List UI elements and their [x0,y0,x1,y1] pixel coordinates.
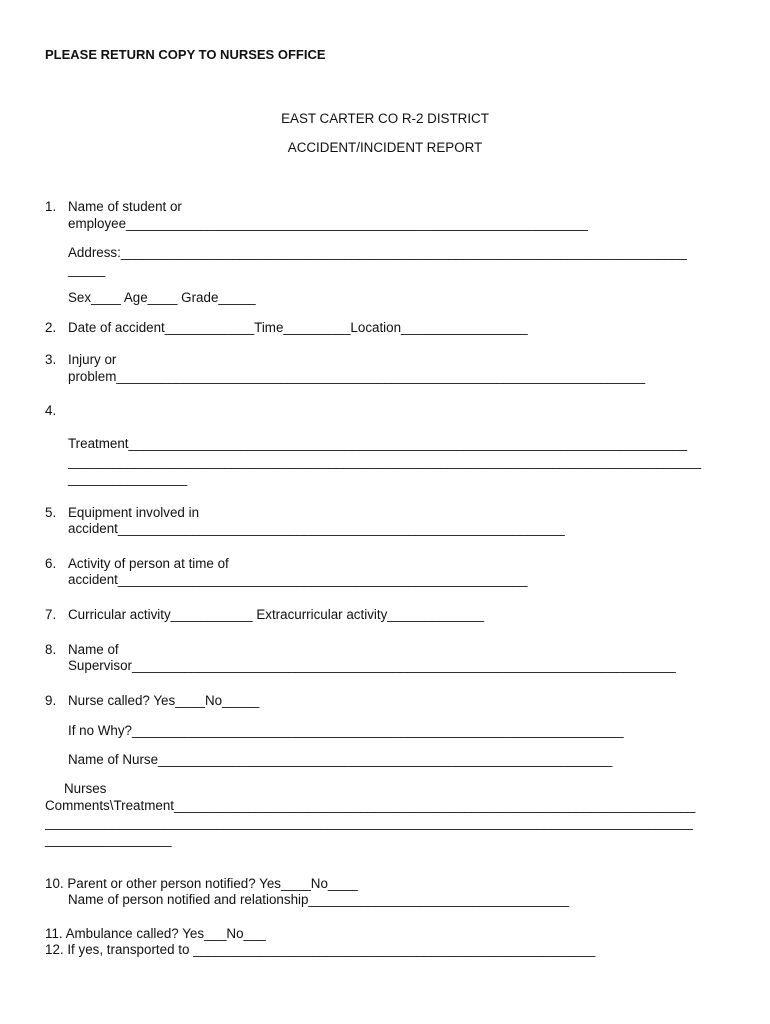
nurse-comments-field[interactable]: Comments\Treatment______________________________________________________________________ [45,798,696,813]
supervisor-label: Name of [68,642,119,657]
parent-notified-field[interactable]: 10. Parent or other person notified? Yes____No____ [45,876,358,891]
sex-age-grade-fields[interactable]: Sex____ Age____ Grade_____ [68,290,256,305]
item-number: 3. [45,352,57,367]
district-title: EAST CARTER CO R-2 DISTRICT [281,111,489,126]
item-number: 5. [45,505,57,520]
treatment-field[interactable]: Treatment___________________________________________________________________________ [68,436,688,451]
supervisor-field[interactable]: Supervisor_________________________________________________________________________ [68,658,676,673]
item-number: 4. [45,403,57,418]
equipment-label: Equipment involved in [68,505,200,520]
item-number: 2. [45,320,57,335]
date-time-location-fields[interactable]: Date of accident____________Time_________Location_________________ [68,320,528,335]
item-number: 8. [45,642,57,657]
item-number: 7. [45,607,57,622]
ambulance-called-field[interactable]: 11. Ambulance called? Yes___No___ [45,926,266,941]
equipment-field[interactable]: accident____________________________________________________________ [68,521,565,536]
injury-label: Injury or [68,352,117,367]
item-number: 6. [45,556,57,571]
treatment-field-end[interactable]: ________________ [68,471,188,486]
student-name-label: Name of student or [68,199,182,214]
address-field[interactable]: Address:____________________________________________________________________________ [68,245,687,260]
nurse-name-field[interactable]: Name of Nurse_____________________________________________________________ [68,752,613,767]
person-notified-field[interactable]: Name of person notified and relationship___________________________________ [68,892,570,907]
activity-label: Activity of person at time of [68,556,229,571]
if-no-why-field[interactable]: If no Why?__________________________________________________________________ [68,723,624,738]
item-number: 9. [45,693,57,708]
nurse-comments-field-end[interactable]: _________________ [45,832,172,847]
student-name-field[interactable]: employee______________________________________________________________ [68,216,588,231]
report-title: ACCIDENT/INCIDENT REPORT [287,140,483,155]
return-note: PLEASE RETURN COPY TO NURSES OFFICE [45,47,326,62]
activity-field[interactable]: accident_______________________________________________________ [68,572,528,587]
nurse-comments-field-continued[interactable]: _______________________________________________________________________________________ [45,815,693,830]
item-number: 1. [45,199,57,214]
curricular-fields[interactable]: Curricular activity___________ Extracurricular activity_____________ [68,607,485,622]
address-field-continued[interactable]: _____ [68,262,106,277]
injury-field[interactable]: problem_______________________________________________________________________ [68,369,646,384]
nurse-called-field[interactable]: Nurse called? Yes____No_____ [68,693,260,708]
nurses-label: Nurses [64,781,107,796]
treatment-field-continued[interactable]: _____________________________________________________________________________________ [68,454,702,469]
transported-to-field[interactable]: 12. If yes, transported to ______________________________________________________ [45,942,596,957]
